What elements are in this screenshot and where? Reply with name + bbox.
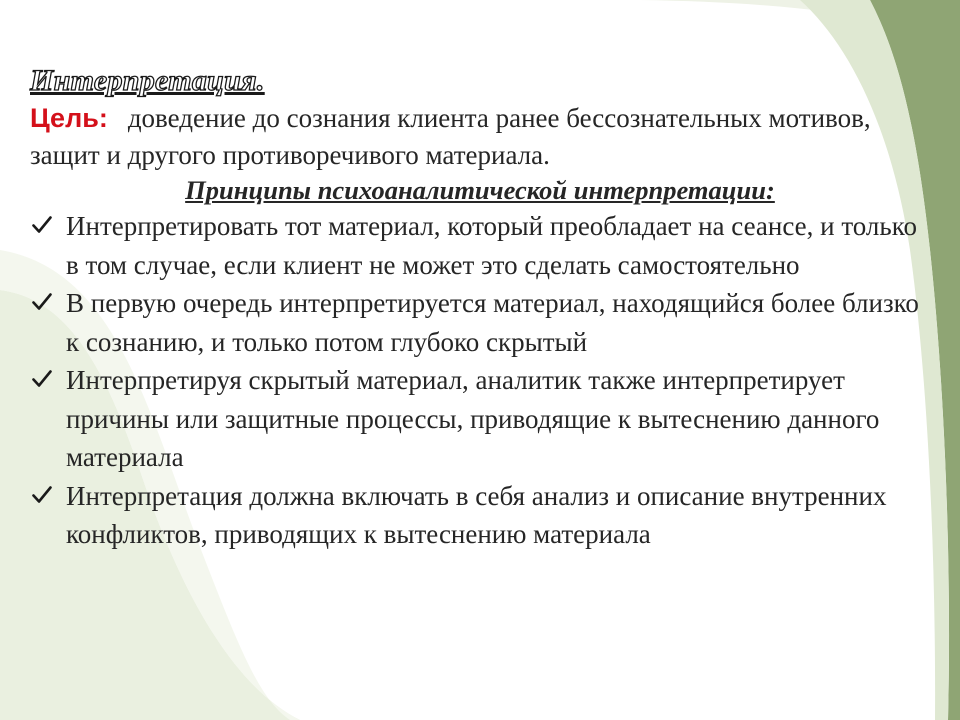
goal-text: доведение до сознания клиента ранее бессознательных мотивов, защит и другого противоречивого материала. (30, 103, 871, 170)
list-item (30, 361, 930, 477)
list-item (30, 284, 930, 361)
slide-title: Интерпретация. (30, 64, 265, 97)
list-item-text: В первую очередь интерпретируется материал, находящийся более близко к сознанию, и только потом глубоко скрытый (66, 288, 919, 357)
list-item (30, 207, 930, 284)
checkmark-icon (32, 216, 52, 234)
list-item-text: Интерпретировать тот материал, который преобладает на сеансе, и только в том случае, если клиент не может это сделать самостоятельно (66, 211, 917, 280)
checkmark-icon (32, 370, 52, 388)
list-item (30, 477, 930, 554)
checkmark-icon (32, 486, 52, 504)
principles-list (30, 207, 930, 554)
list-item-text: Интерпретируя скрытый материал, аналитик также интерпретирует причины или защитные процессы, приводящие к вытеснению данного материала (66, 365, 880, 472)
goal-paragraph (30, 100, 930, 174)
checkmark-icon (32, 293, 52, 311)
principles-heading: Принципы психоаналитической интерпретации: (185, 175, 775, 205)
list-item-text: Интерпретация должна включать в себя анализ и описание внутренних конфликтов, приводящих к вытеснению материала (66, 480, 887, 549)
slide-content (30, 64, 930, 554)
goal-label: Цель: (30, 103, 108, 133)
